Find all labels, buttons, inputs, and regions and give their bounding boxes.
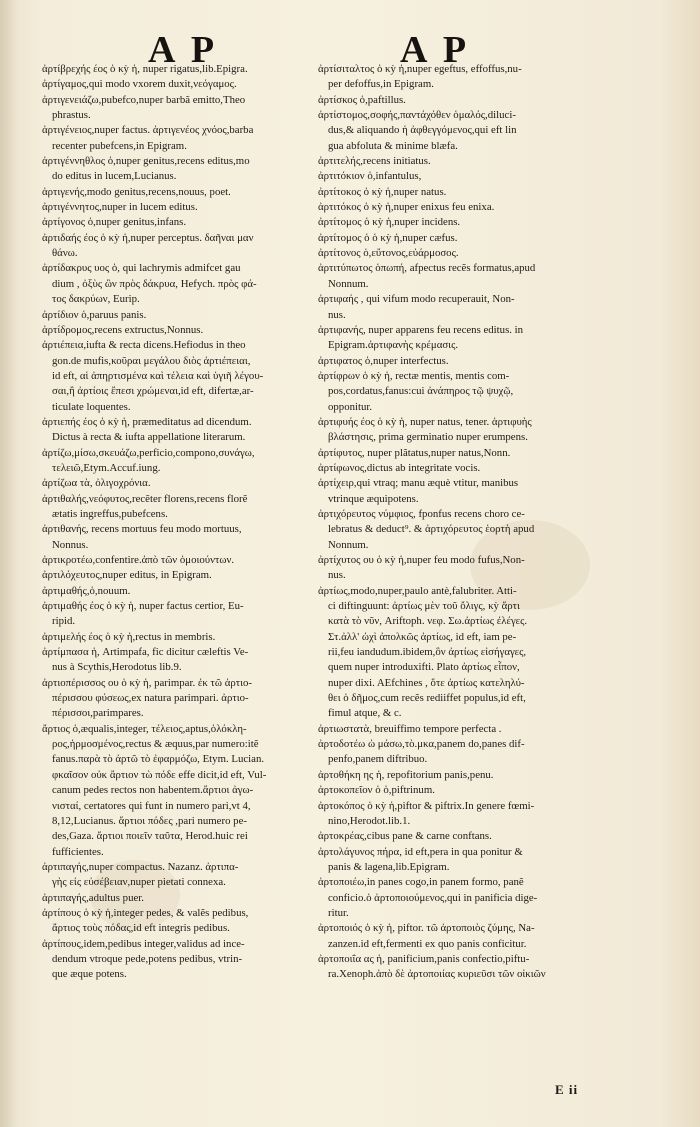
entry-line: ἀρτιλόχευτος,nuper editus, in Epigram. — [42, 569, 212, 582]
entry-line: que æque potens. — [52, 968, 127, 981]
entry-line: ἀρτιπαγής,adultus puer. — [42, 891, 144, 904]
entry-line: ἄρτιος τοὺς πόδας,id eft integris pedibus. — [52, 922, 230, 935]
entry-line: ἀρτολάγυνος πήρα, id eft,pera in qua ponitur & — [318, 845, 523, 858]
entry-line: ci diftinguunt: ἀρτίως μὲν τοῦ ὄλιγς, κỳ ἄρτι — [328, 600, 520, 613]
left-column — [42, 62, 314, 983]
entry-line: ἀρτίσιταλτος ὁ κỳ ἡ,nuper egeftus, effoffus,nu- — [318, 63, 522, 75]
entry-line: lebratus & deduct⁹. & ἀρτιχόρευτος ἑορτὴ apud — [328, 523, 535, 536]
entry-line: ἀρτίγαμος,qui modo vxorem duxit,νεόγαμος. — [42, 78, 237, 91]
entry-line: ἀρτιγέννητος,nuper in lucem editus. — [42, 201, 198, 214]
entry-line: ticulate loquentes. — [52, 400, 131, 413]
entry-line: Στ.ἀλλ' ὠχὶ ἀπολκῶς ἀρτίως, id eft, iam pe- — [328, 630, 517, 643]
entry-line: ἀρτοποιός ὁ κỳ ἡ, piftor. τῶ ἀρτοποιὸς ζύμης, Na- — [318, 922, 535, 935]
entry-line: Nonnum. — [328, 277, 369, 290]
entry-line: ἀρτιχόρευτος νύμφιος, fponfus recens choro ce- — [318, 507, 525, 520]
entry-line: ἀρτίτομος ὁ ὁ κỳ ἡ,nuper cæfus. — [318, 231, 458, 244]
entry-line: phrastus. — [52, 109, 91, 122]
entry-line: ἀρτίτομος ὁ κỳ ἡ,nuper incidens. — [318, 216, 461, 229]
entry-line: quem nuper introduxifti. Plato ἀρτίως εἶπον, — [328, 661, 520, 674]
signature-mark: E ii — [555, 1082, 579, 1097]
entry-line: ἀρτιγενειάζω,pubefco,nuper barbã emitto,Theo — [42, 93, 246, 106]
entry-line: dus,& aliquando ἡ ἀφθεγγόμενος,qui eft lin — [328, 124, 517, 137]
entry-line: ἀρτοκόπος ὁ κỳ ἡ,piftor & piftrix.In genere fœmi- — [318, 799, 535, 812]
entry-line: ripid. — [52, 615, 76, 628]
entry-line: des,Gaza. ἄρτιοι ποιεῖν ταῦτα, Herod.huic rei — [52, 830, 248, 843]
entry-line: do editus in lucem,Lucianus. — [52, 170, 177, 183]
entry-line: τελειῶ,Etym.Accuf.iung. — [52, 461, 161, 474]
entry-line: ἀρτιωστατὰ, breuiffimo tempore perfecta . — [318, 722, 502, 735]
entry-line: ἀρτιγενής,modo genitus,recens,nouus, poet. — [42, 185, 231, 198]
entry-line: ἀρτοκοπεῖον ὁ ὁ,piftrinum. — [318, 784, 435, 797]
entry-line: ἀρτοποιΐα ας ἡ, panificium,panis confectio,piftu- — [318, 952, 530, 965]
gutter-shadow — [0, 0, 18, 1127]
entry-line: ἀρτιεπής έος ὁ κỳ ἡ, præmeditatus ad dicendum. — [42, 415, 252, 428]
entry-line: id eft, αἱ ἀπηρτισμένα καὶ τέλεια καὶ ὑγιῆ λέγου- — [52, 369, 264, 382]
entry-line: ἀρτοποιέω,in panes cogo,in panem formo, panẽ — [318, 876, 524, 889]
entry-line: πέρισσοι,parimpares. — [52, 707, 144, 720]
entry-line: per defoffus,in Epigram. — [328, 78, 434, 91]
entry-line: ἀρτιοπέρισσος ου ὁ κỳ ἡ, parimpar. ἐκ τῶ ἀρτιο- — [42, 676, 252, 689]
entry-line: ἀρτιθανής, recens mortuus feu modo mortuus, — [42, 523, 242, 536]
entry-line: pos,cordatus,fanus:cui ἀνάπηρος τῷ ψυχῷ, — [328, 385, 514, 398]
entry-line: Epigram.ἀρτιφανὴς κρέμασις. — [328, 339, 459, 352]
entry-line: fufficientes. — [52, 845, 104, 858]
entry-line: recenter pubefcens,in Epigram. — [52, 139, 187, 152]
entry-line: ἀρτίτοκος ὁ κỳ ἡ,nuper natus. — [318, 185, 447, 198]
entry-line: κατὰ τὸ νῦν, Ariftoph. νεφ. Σω.ἀρτίως ἐλέγες. — [328, 615, 528, 628]
entry-line: 8,12,Lucianus. ἄρτιοι πόδες ,pari numero pe- — [52, 814, 247, 827]
entry-line: ἀρτιπαγής,nuper compactus. Nazanz. ἀρτιπα- — [42, 860, 239, 873]
entry-line: ἀρτιφανής, nuper apparens feu recens editus. in — [318, 323, 524, 336]
entry-line: Nonnus. — [52, 538, 89, 551]
entry-line: ἀρτιφατος ὁ,nuper interfectus. — [318, 354, 449, 367]
entry-line: πέρισσου φύσεως,ex natura parimpari. ἀρτιο- — [52, 692, 249, 705]
entry-line: ætatis ingreffus,pubefcens. — [52, 507, 168, 520]
entry-line: ἀρτοκρέας,cibus pane & carne conftans. — [318, 830, 492, 843]
entry-line: θει ὁ δῆμος,cum recẽs rediiffet populus,id eft, — [328, 692, 526, 705]
entry-line: ἀρτίζω,μίσω,σκευάζω,perficio,compono,συνάγω, — [42, 446, 255, 459]
entry-line: ἀρτιμαθής,ὁ,nouum. — [42, 584, 131, 597]
entry-line: ἀρτίδακρυς υος ὁ, qui lachrymis admifcet gau — [42, 262, 241, 275]
entry-line: ἀρτίδρομος,recens extructus,Nonnus. — [42, 323, 204, 336]
entry-line: ἀρτίδιον ὁ,paruus panis. — [42, 308, 147, 321]
entry-line: nuper dixi. AEfchines , ὅτε ἀρτίως κατεληλύ- — [328, 676, 525, 689]
entry-line: ἀρτίσκος ὁ,paftillus. — [318, 93, 406, 106]
entry-line: ἀρτιτόκιον ὁ,infantulus, — [318, 170, 422, 183]
entry-line: opponitur. — [328, 400, 373, 413]
entry-line: βλάστησις, prima germinatio nuper erumpens. — [328, 431, 528, 444]
entry-line: nus à Scythis,Herodotus lib.9. — [52, 661, 182, 674]
entry-line: ἀρτίχειρ,qui vtraq; manu æquè vtitur, manibus — [318, 477, 519, 490]
entry-line: fimul atque, & c. — [328, 707, 402, 720]
entry-line: nus. — [328, 308, 346, 321]
entry-line: ἀρτιέπεια,iufta & recta dicens.Hefiodus in theo — [42, 339, 246, 352]
entry-line: ἀρτίχυτος ου ὁ κỳ ἡ,nuper feu modo fufus,Non- — [318, 554, 525, 566]
entry-line: ἀρτίζωα τὰ, ὀλιγοχρόνια. — [42, 477, 151, 490]
entry-line: ἀρτίστομος,σοφής,παντάχόθεν ὁμαλός,diluci- — [318, 109, 516, 122]
entry-line: θάνω. — [52, 247, 78, 260]
entry-line: ἀρτιτόκος ὁ κỳ ἡ,nuper enixus feu enixa. — [318, 201, 495, 214]
entry-line: nus. — [328, 569, 346, 582]
entry-line: ἀρτιμελής έος ὁ κỳ ἡ,rectus in membris. — [42, 630, 216, 643]
entry-line: dium , ὀξὺς ὢν πρὸς δάκρυα, Hefych. πρὸς φά- — [52, 277, 257, 290]
entry-line: fanus.παρὰ τὸ ἀρτῶ τὸ ἐφαρμόζω, Etym. Lucian. — [52, 753, 265, 766]
right-column — [318, 62, 600, 983]
entry-line: ἀρτίφρων ὁ κỳ ἡ, rectæ mentis, mentis com- — [318, 369, 510, 382]
entry-line: ἀρτιγέννηθλος ὁ,nuper genitus,recens editus,mo — [42, 155, 250, 168]
entry-line: ἀρτίβρεχής έος ὁ κỳ ἡ, nuper rigatus,lib.Epigra. — [42, 63, 248, 75]
entry-line: zanzen.id eft,fermenti ex quo panis conficitur. — [328, 937, 527, 950]
entry-line: ἀρτίτονος ὁ,εὔτονος,εὐάρμοσος. — [318, 247, 459, 260]
entry-line: ἀρτιτύπωτος ὁπωπή, afpectus recẽs formatus,apud — [318, 262, 536, 275]
entry-line: ra.Xenoph.ἀπὸ δὲ ἀρτοποιίας κυριεῦσι τῶν οἰκιῶν — [328, 968, 546, 981]
entry-line: φκαῖσον οὐκ ἄρτιον τὼ πόδε effe dicit,id eft, Vul- — [52, 768, 267, 781]
running-head-right: A P — [400, 29, 471, 71]
entry-line: ἀρτιφυής έος ὁ κỳ ἡ, nuper natus, tener. ἀρτιφυὴς — [318, 415, 532, 428]
entry-line: ἀρτίφυτος, nuper plãtatus,nuper natus,Nonn. — [318, 446, 511, 459]
entry-line: vtrinque æquipotens. — [328, 492, 419, 505]
entry-line: penfo,panem diftribuo. — [328, 753, 428, 766]
entry-line: ἀρτίπους ὁ κỳ ἡ,integer pedes, & valẽs pedibus, — [42, 906, 249, 919]
entry-line: ἀρτιτελής,recens initiatus. — [318, 155, 431, 168]
entry-line: ἀρτιγένειος,nuper factus. ἀρτιγενέος χνόος,barba — [42, 124, 254, 137]
entry-line: ἀρτικροτέω,confentire.ἀπὸ τῶν ὁμοιούντων. — [42, 554, 235, 566]
entry-line: gua abfoluta & minime blæfa. — [328, 139, 458, 152]
entry-line: ἀρτιδαής έος ὁ κỳ ἡ,nuper perceptus. δαῆναι μαν — [42, 231, 254, 244]
entry-line: ἀρτιμαθής έος ὁ κỳ ἡ, nuper factus certior, Eu- — [42, 600, 244, 613]
entry-line: ἄρτιος ὁ,æqualis,integer, τέλειος,aptus,ὁλόκλη- — [42, 722, 247, 735]
entry-line: ἀρτίγονος ὁ,nuper genitus,infans. — [42, 216, 187, 229]
entry-line: conficio.ὁ ἀρτοποιούμενος,qui in panificia dige- — [328, 891, 538, 904]
entry-line: ἀρτιφαής , qui vifum modo recuperauit, Non- — [318, 293, 515, 306]
entry-line: ἀρτίφωνος,dictus ab integritate vocis. — [318, 461, 481, 474]
entry-line: ritur. — [328, 906, 349, 919]
entry-line: σαι,ἢ ἀρτίοις ἔπεσι χρώμεναι,id eft, difertæ,ar- — [52, 385, 254, 398]
entry-line: nino,Herodot.lib.1. — [328, 814, 411, 827]
entry-line: ἀρτίπους,idem,pedibus integer,validus ad ince- — [42, 937, 245, 950]
entry-line: Nonnum. — [328, 538, 369, 551]
entry-line: canum pedes rectos non habentem.ἄρτιοι ἀγω- — [52, 784, 254, 797]
entry-line: γὴς εἰς εὐσέβειαν,nuper pietati connexa. — [52, 876, 226, 889]
entry-line: ἀρτιθαλής,νεόφυτος,recẽter florens,recens florẽ — [42, 492, 248, 505]
entry-line: ἀρτοδοτέω ὡ μάσω,τὸ.μκα,panem do,panes dif- — [318, 738, 525, 751]
entry-line: Dictus à recta & iufta appellatione literarum. — [52, 431, 246, 444]
entry-line: ἀρτίμπασα ἡ, Artimpafa, fic dicitur cæleftis Ve- — [42, 646, 249, 659]
entry-line: ἀρτοθήκη ης ἡ, repofitorium panis,penu. — [318, 768, 494, 781]
entry-line: τος δακρύων, Eurip. — [52, 293, 140, 306]
entry-line: νισταί, certatores qui funt in numero pari,vt 4, — [52, 799, 251, 812]
entry-line: ρος,ἡρμοσμένος,rectus & æquus,par numero:itẽ — [52, 738, 259, 751]
entry-line: ἀρτίως,modo,nuper,paulo antè,falubriter. Atti- — [318, 584, 517, 597]
entry-line: rii,feu iandudum.ibidem,ὃν ἀρτίως εἰσήγαγες, — [328, 646, 527, 659]
entry-line: gon.de mufis,κοῦραι μεγάλου διὸς ἀρτιέπειαι, — [52, 354, 251, 367]
entry-line: dendum vtroque pede,potens pedibus, vtrin- — [52, 952, 243, 965]
running-head-left: A P — [148, 29, 219, 71]
entry-line: panis & lagena,lib.Epigram. — [328, 860, 450, 873]
